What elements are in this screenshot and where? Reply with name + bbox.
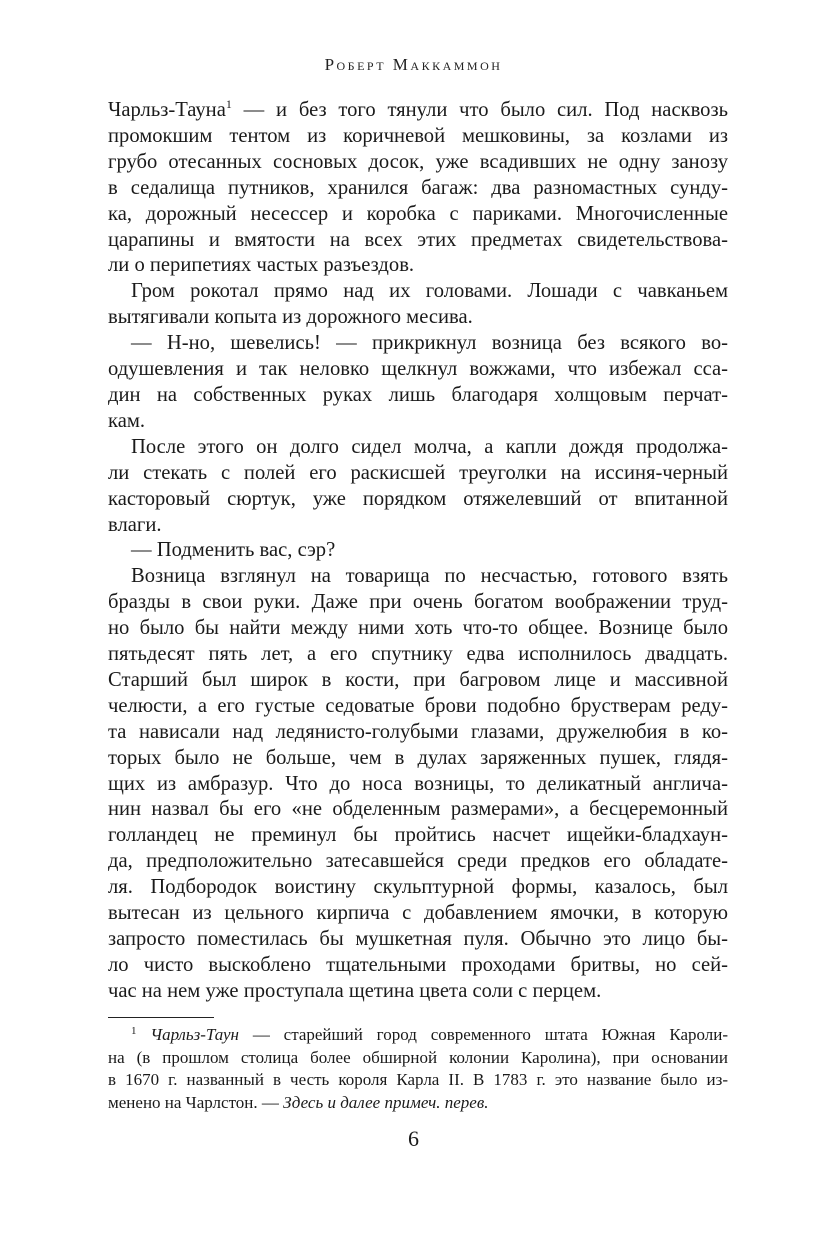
text-line — [108, 98, 728, 124]
text-line: кам. — [108, 409, 146, 432]
text-line: царапины и вмятости на всех этих предметах свидетельствова- — [108, 228, 728, 251]
text-line: дин на собственных руках лишь благодаря холщовым перчат- — [108, 383, 728, 406]
text-line: ли стекать с полей его раскисшей треуголки на иссиня-черный — [108, 461, 728, 484]
footnote-attribution: Здесь и далее примеч. перев. — [283, 1092, 489, 1112]
text-line: — Подменить вас, сэр? — [131, 539, 336, 562]
footnote-reference[interactable]: 1 — [225, 97, 232, 111]
footnote-line — [108, 1092, 728, 1115]
text-line: Гром рокотал прямо над их головами. Лошади с чавканьем — [131, 280, 728, 303]
footnote-line — [108, 1024, 728, 1047]
text-line: ля. Подбородок воистину скульптурной формы, казалось, был — [108, 876, 728, 899]
text-line: запросто поместилась бы мушкетная пуля. Обычно это лицо бы- — [108, 928, 728, 950]
footnote — [108, 1024, 728, 1114]
text-line: в седалища путников, хранился багаж: два разномастных сунду- — [108, 176, 728, 199]
text-line: щих из амбразур. Что до носа возницы, то деликатный англича- — [108, 772, 728, 795]
text-line: — Н-но, шевелись! — прикрикнул возница без всякого во- — [131, 332, 728, 355]
text-line: голландец не преминул бы пройтись насчет ищейки-бладхаун- — [108, 824, 728, 847]
text-segment: Чарльз-Тауна — [108, 99, 226, 121]
main-text — [108, 98, 728, 1005]
text-line: челюсти, а его густые седоватые брови подобно брустверам реду- — [108, 694, 728, 717]
text-line: да, предположительно затесавшейся среди предков его обладате- — [108, 850, 728, 873]
footnote-text: — старейший город современного штата Южная Кароли- — [238, 1025, 729, 1044]
text-line: Возница взглянул на товарища по несчастью, готового взять — [131, 565, 728, 588]
paragraph — [108, 435, 728, 539]
paragraph — [108, 279, 728, 331]
text-line: ли о перипетиях частых разъездов. — [108, 254, 415, 277]
text-line: бразды в свои руки. Даже при очень богатом воображении труд- — [108, 591, 728, 614]
text-line: нин назвал бы его «не обделенным размерами», а бесцеремонный — [108, 798, 728, 821]
text-line: час на нем уже проступала щетина цвета соли с перцем. — [108, 979, 602, 1002]
footnote-term: Чарльз-Таун — [150, 1025, 239, 1044]
running-header: Роберт Маккаммон — [324, 55, 503, 74]
page-number: 6 — [408, 1126, 419, 1151]
text-line: вытесан из цельного кирпича с добавлением ямочки, в которую — [108, 902, 728, 925]
text-line: вытягивали копыта из дорожного месива. — [108, 306, 473, 329]
paragraph — [108, 538, 728, 564]
text-line: влаги. — [108, 513, 162, 536]
paragraph — [108, 564, 728, 1004]
footnote-marker: 1 — [131, 1025, 137, 1037]
text-line: ка, дорожный несессер и коробка с париками. Многочисленные — [108, 202, 728, 225]
footnote-line: в 1670 г. названный в честь короля Карла II. В 1783 г. это название было из- — [108, 1070, 728, 1090]
footnote-line: на (в прошлом столица более обширной колонии Каролина), при основании — [108, 1047, 728, 1067]
paragraph — [108, 98, 728, 279]
text-line: ло чисто выскоблено тщательными проходами бритвы, но сей- — [108, 953, 728, 976]
text-line: пятьдесят пять лет, а его спутнику едва исполнилось двадцать. — [108, 643, 728, 666]
text-line: касторовый сюртук, уже порядком отяжелевший от впитанной — [108, 487, 728, 510]
text-line: промокшим тентом из коричневой мешковины, за козлами из — [108, 124, 728, 147]
text-line: Старший был широк в кости, при багровом лице и массивной — [108, 668, 728, 691]
paragraph — [108, 331, 728, 435]
footnote-divider — [108, 1017, 214, 1018]
text-line: торых было не больше, чем в дулах заряженных пушек, глядя- — [108, 746, 728, 769]
text-line: После этого он долго сидел молча, а капли дождя продолжа- — [131, 435, 728, 458]
text-line: одушевления и так неловко щелкнул вожжами, что избежал сса- — [108, 358, 728, 381]
text-line: но было бы найти между ними хоть что-то общее. Вознице было — [108, 617, 728, 640]
text-segment: — и без того тянули что было сил. Под насквозь — [231, 99, 728, 121]
text-line: грубо отесанных сосновых досок, уже всадивших не одну занозу — [108, 150, 728, 173]
text-line: та нависали над ледянисто-голубыми глазами, дружелюбия в ко- — [108, 720, 728, 743]
footnote-text: менено на Чарлстон. — — [108, 1092, 284, 1112]
